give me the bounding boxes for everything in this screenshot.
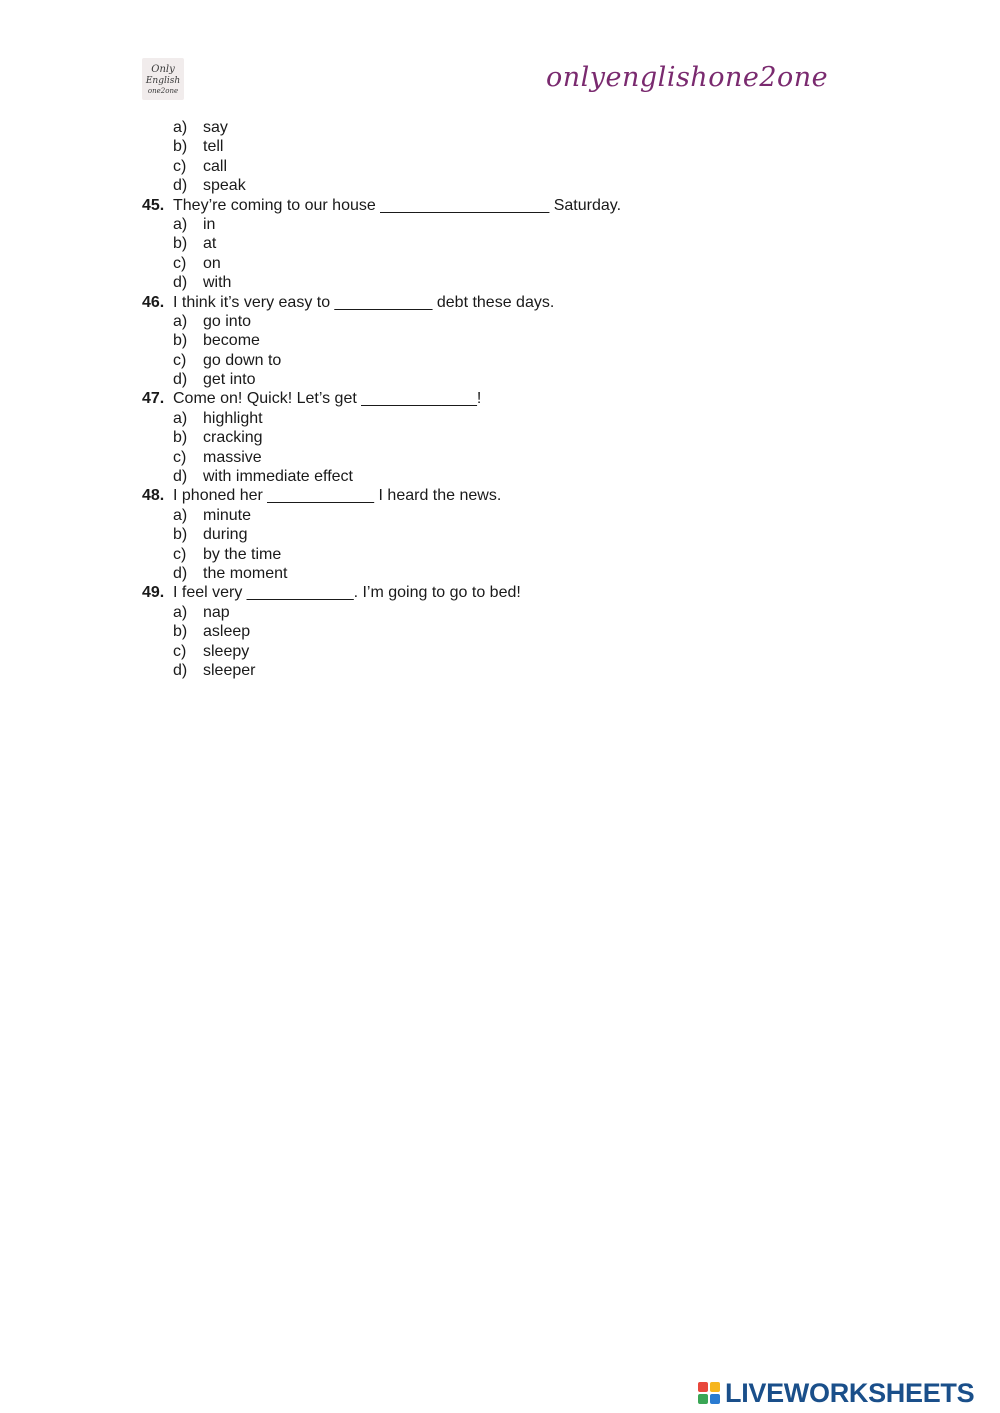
option-letter: b) [173, 138, 188, 156]
option-letter: c) [173, 545, 187, 563]
option-line [142, 312, 621, 331]
option-letter: b) [173, 526, 188, 544]
option-text: say [203, 119, 228, 136]
option-line [142, 642, 621, 661]
option-text: minute [203, 506, 252, 524]
quiz-list [142, 118, 621, 680]
option-line [142, 409, 621, 428]
option-text: go down to [203, 351, 282, 369]
logo-square [710, 1382, 720, 1392]
question-number: 48. [142, 487, 165, 505]
option-line [142, 506, 621, 525]
option-letter: a) [173, 215, 188, 233]
option-text: get into [203, 371, 256, 389]
option-text: sleeper [203, 661, 256, 679]
option-letter: a) [173, 409, 188, 427]
option-letter: d) [173, 371, 188, 389]
option-text: highlight [203, 409, 263, 427]
option-line [142, 118, 621, 137]
option-text: become [203, 332, 260, 350]
option-text: at [203, 235, 217, 253]
option-letter: c) [173, 254, 187, 272]
option-text: tell [203, 138, 224, 156]
option-line [142, 622, 621, 641]
liveworksheets-logo-icon [697, 1381, 721, 1405]
question-46 [142, 293, 621, 312]
option-line [142, 370, 621, 389]
option-line [142, 215, 621, 234]
question-48 [142, 486, 621, 505]
logo-mark [142, 58, 184, 100]
logo-square [710, 1394, 720, 1404]
option-line [142, 351, 621, 370]
question-45 [142, 196, 621, 215]
option-letter: a) [173, 506, 188, 524]
option-text: go into [203, 312, 252, 330]
option-text: the moment [203, 564, 288, 582]
question-number: 46. [142, 293, 165, 311]
option-line [142, 234, 621, 253]
option-letter: b) [173, 429, 188, 447]
option-line [142, 137, 621, 156]
question-text: I think it’s very easy to ___________ debt these days. [173, 293, 555, 311]
option-text: sleepy [203, 642, 250, 660]
question-49 [142, 583, 621, 602]
option-letter: d) [173, 564, 188, 582]
option-text: with [203, 274, 232, 292]
option-text: call [203, 157, 228, 175]
question-text: I phoned her ____________ I heard the news. [173, 487, 502, 505]
option-line [142, 564, 621, 583]
option-letter: a) [173, 603, 188, 621]
option-text: on [203, 254, 221, 272]
question-number: 47. [142, 390, 165, 408]
logo-line-2: English [145, 76, 181, 86]
option-text: by the time [203, 545, 282, 563]
liveworksheets-footer [697, 1377, 975, 1408]
option-letter: a) [173, 119, 188, 136]
question-number: 49. [142, 584, 165, 602]
question-text: They’re coming to our house ___________________ Saturday. [173, 196, 622, 214]
question-text: Come on! Quick! Let’s get _____________! [173, 390, 482, 408]
question-number: 45. [142, 196, 165, 214]
option-line [142, 273, 621, 292]
option-letter: d) [173, 468, 188, 486]
option-letter: c) [173, 642, 187, 660]
liveworksheets-wordmark: LIVEWORKSHEETS [725, 1377, 975, 1408]
brand-wordmark: onlyenglishone2one [546, 62, 829, 93]
logo-square [698, 1382, 708, 1392]
logo-line-1: Only [151, 64, 175, 75]
option-text: massive [203, 448, 262, 466]
option-line [142, 157, 621, 176]
option-letter: b) [173, 332, 188, 350]
option-line [142, 254, 621, 273]
option-letter: d) [173, 274, 188, 292]
logo-line-3: one2one [147, 87, 179, 95]
option-line [142, 331, 621, 350]
option-text: speak [203, 177, 246, 195]
option-line [142, 545, 621, 564]
option-line [142, 176, 621, 195]
option-line [142, 661, 621, 680]
option-text: asleep [203, 623, 251, 641]
option-line [142, 603, 621, 622]
option-letter: b) [173, 623, 188, 641]
option-letter: c) [173, 448, 187, 466]
option-line [142, 525, 621, 544]
option-text: with immediate effect [203, 468, 353, 486]
option-letter: c) [173, 157, 187, 175]
question-text: I feel very ____________. I’m going to go to bed! [173, 584, 521, 602]
option-text: nap [203, 603, 230, 621]
option-letter: d) [173, 661, 188, 679]
option-line [142, 467, 621, 486]
option-letter: a) [173, 312, 188, 330]
logo-square [698, 1394, 708, 1404]
option-letter: d) [173, 177, 188, 195]
question-47 [142, 389, 621, 408]
option-text: cracking [203, 429, 263, 447]
option-text: during [203, 526, 248, 544]
option-letter: c) [173, 351, 187, 369]
option-letter: b) [173, 235, 188, 253]
site-logo [142, 58, 184, 100]
option-line [142, 448, 621, 467]
option-text: in [203, 215, 216, 233]
option-line [142, 428, 621, 447]
